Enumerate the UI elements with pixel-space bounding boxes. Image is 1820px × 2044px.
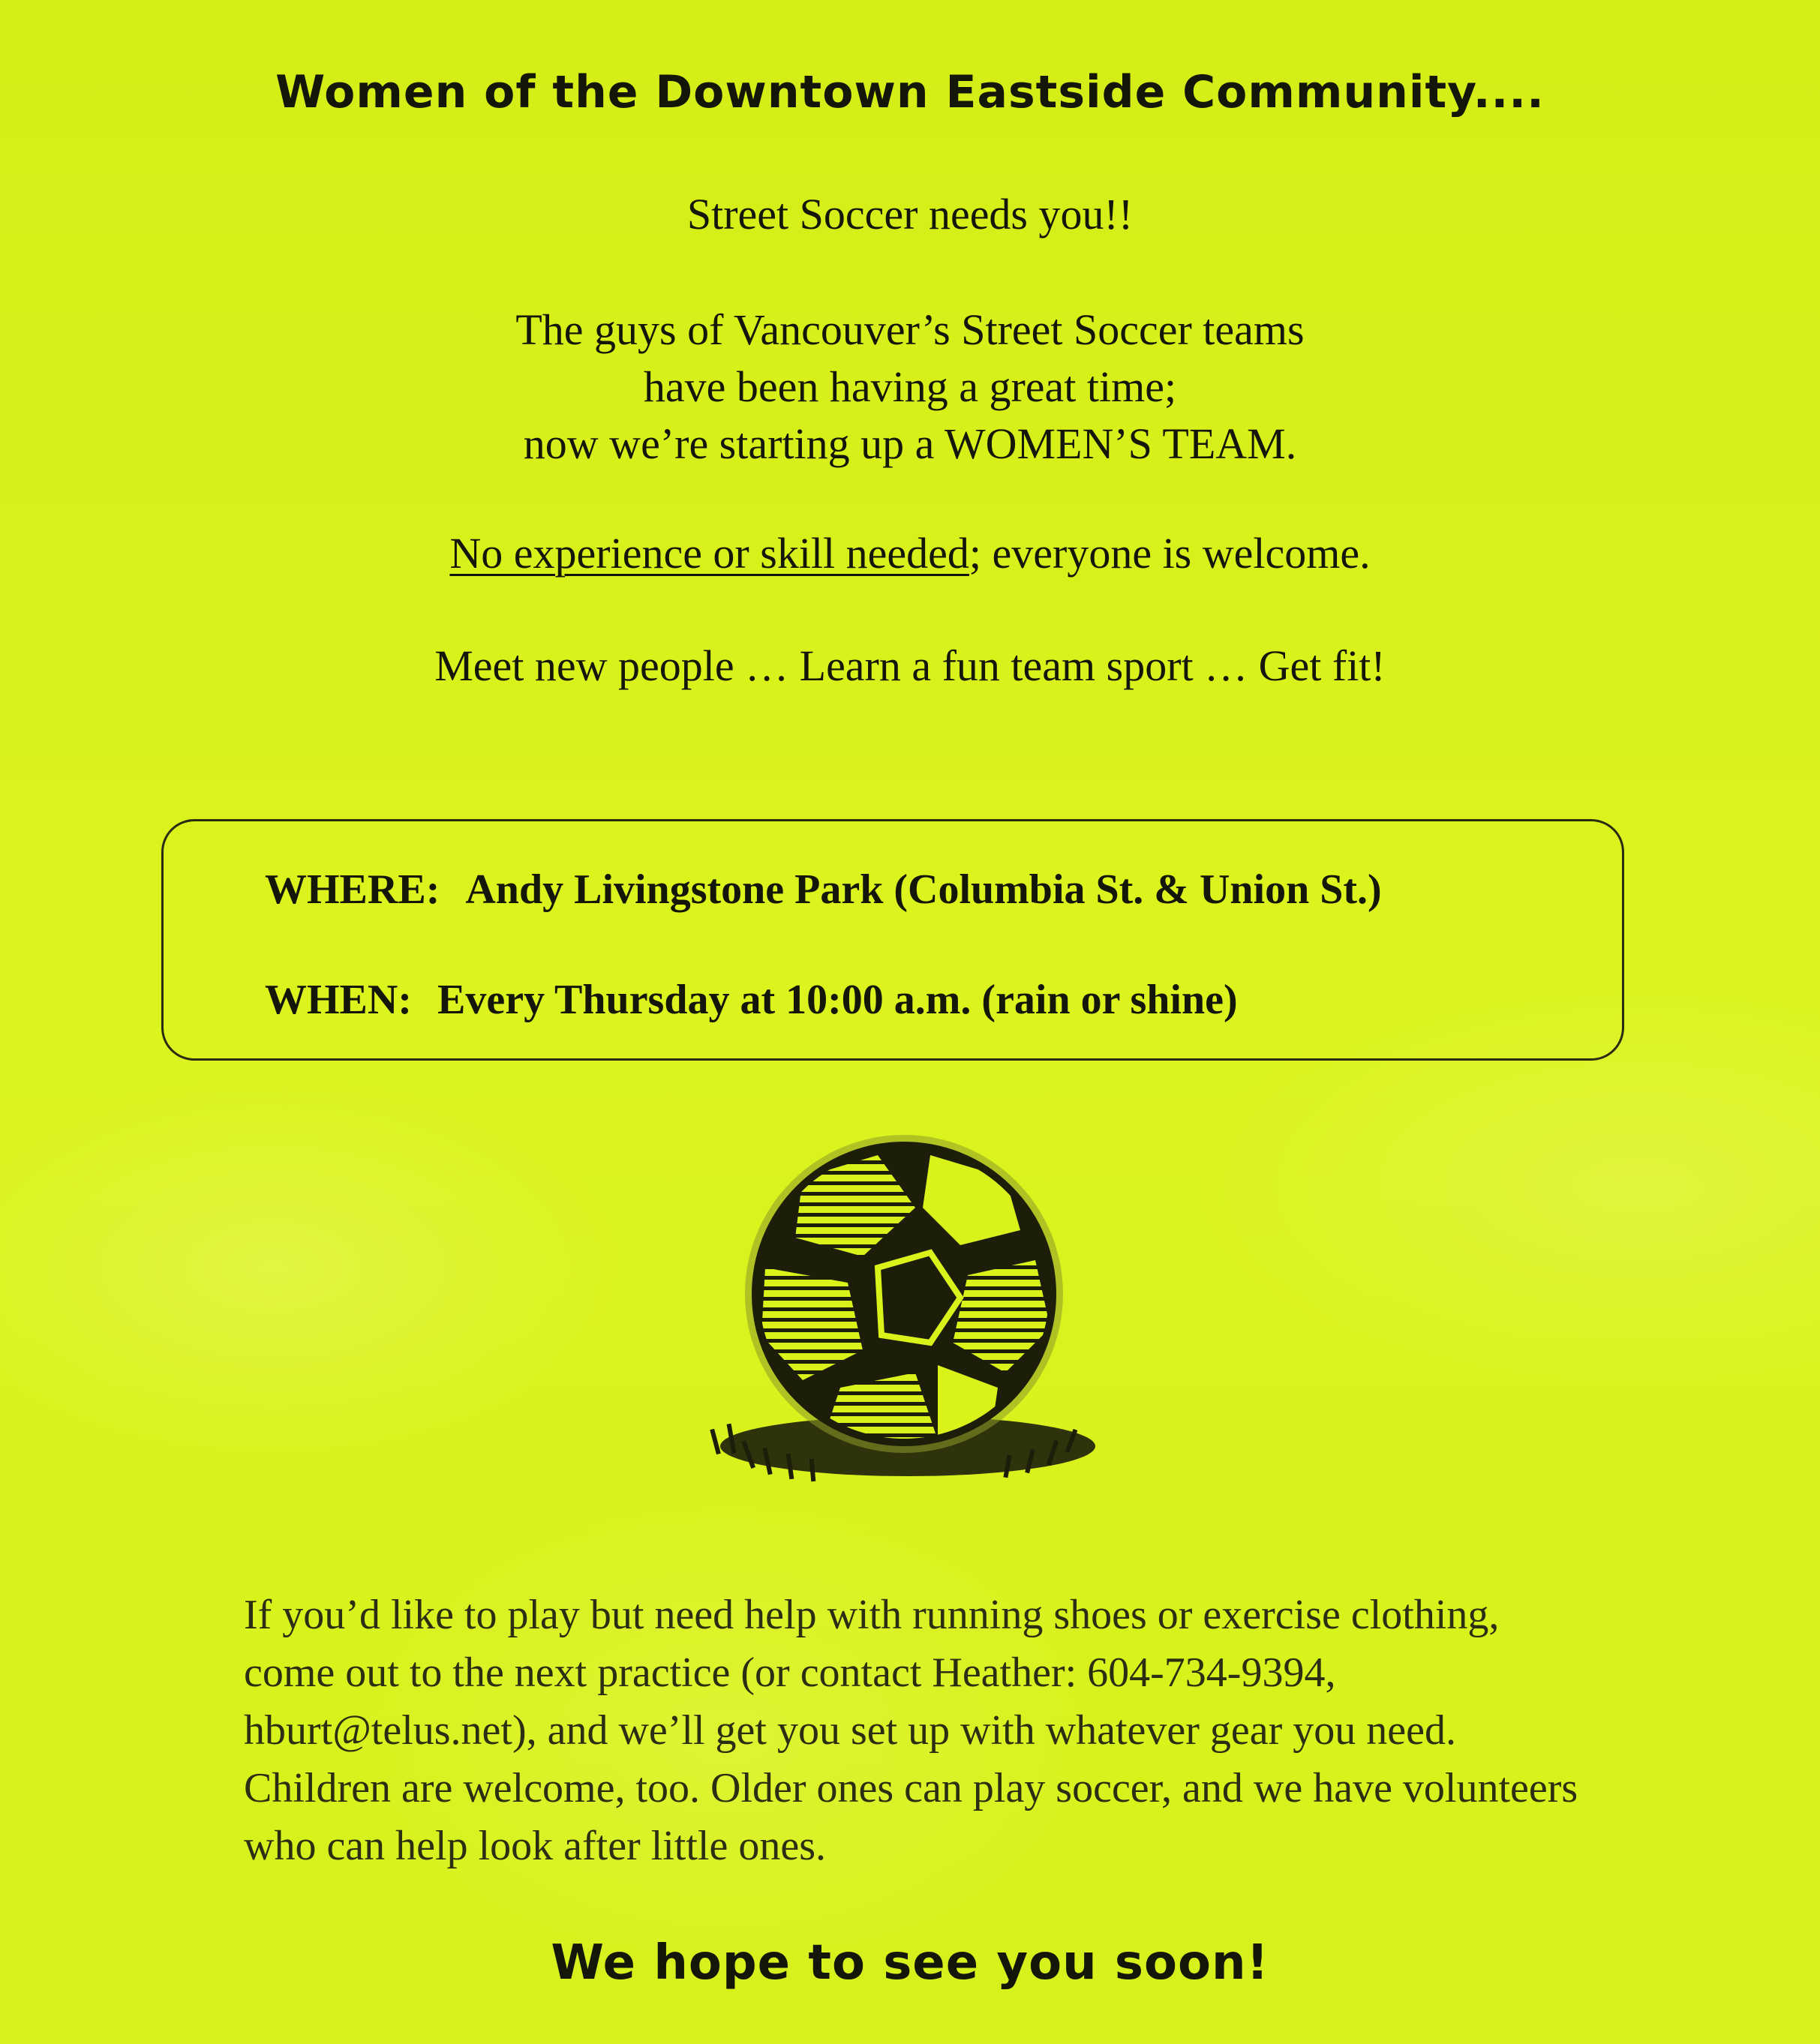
flyer-title: Women of the Downtown Eastside Community.... [275,66,1545,119]
closing-line: We hope to see you soon! [551,1935,1269,1991]
help-paragraph: If you’d like to play but need help with running shoes or exercise clothing, come out to the next practice (or contact Heather: 604-734-9394, hburt@telus.net), and we’ll get you set up with whatever gear you need. Children are welcome, too. Older ones can play soccer, and we have volunteers who can help look after little ones. [244,1592,1578,1869]
intro-line: The guys of Vancouver’s Street Soccer teams [515,305,1305,354]
welcome-line [0,525,1820,582]
benefits-line: Meet new people … Learn a fun team sport … Get fit! [434,641,1386,690]
when-line [265,974,1238,1026]
welcome-rest: ; everyone is welcome. [969,529,1371,578]
where-line [265,863,1382,916]
intro-line: have been having a great time; [643,362,1177,411]
where-label: WHERE: [265,866,440,913]
flyer-subtitle: Street Soccer needs you!! [686,190,1134,239]
when-label: WHEN: [265,977,412,1023]
where-value: Andy Livingstone Park (Columbia St. & Union St.) [465,866,1382,913]
soccer-ball-icon [690,1125,1110,1508]
when-value: Every Thursday at 10:00 a.m. (rain or shine) [437,977,1238,1023]
where-when-box [161,819,1624,1061]
intro-line: now we’re starting up a WOMEN’S TEAM. [523,419,1297,468]
no-experience-underlined: No experience or skill needed [449,529,969,578]
